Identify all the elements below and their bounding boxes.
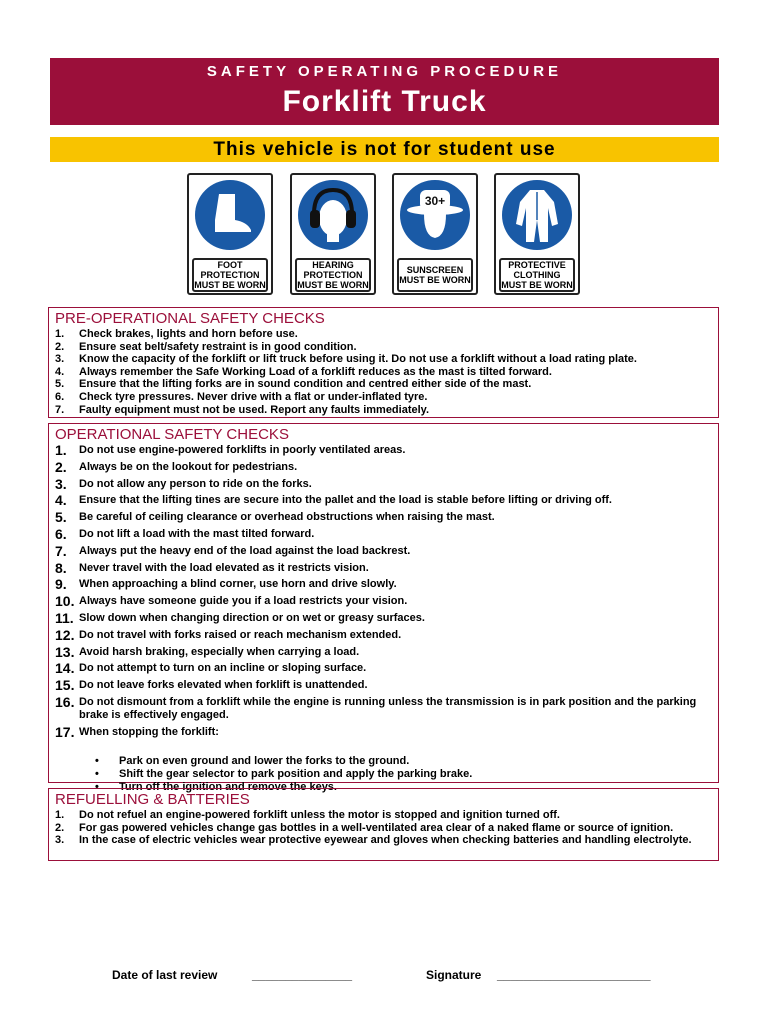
item-text: Do not refuel an engine-powered forklift unless the motor is stopped and ignition turned off. xyxy=(79,809,560,821)
item-number: 6. xyxy=(55,525,67,542)
item-text: Do not attempt to turn on an incline or sloping surface. xyxy=(79,662,367,675)
item-number: 4. xyxy=(55,365,65,378)
item-text: Never travel with the load elevated as it restricts vision. xyxy=(79,561,369,574)
item-number: 7. xyxy=(55,542,67,559)
item-text: When approaching a blind corner, use horn and drive slowly. xyxy=(79,578,397,591)
item-number: 14. xyxy=(55,660,75,677)
item-number: 1. xyxy=(55,442,67,458)
item-text: Know the capacity of the forklift or lift truck before using it. Do not use a forklift without a load rating plate. xyxy=(79,353,637,366)
item-number: 2. xyxy=(55,340,65,353)
item-number: 16. xyxy=(55,693,75,710)
list-item xyxy=(55,559,712,576)
item-number: 3. xyxy=(55,834,65,847)
item-text: Always remember the Safe Working Load of a forklift reduces as the mast is tilted forward. xyxy=(79,365,552,378)
item-number: 10. xyxy=(55,593,75,610)
list-item xyxy=(55,578,712,591)
list-item xyxy=(55,378,712,391)
bullet-text: Turn off the ignition and remove the keys. xyxy=(119,781,337,794)
review-date-label: Date of last review xyxy=(112,968,218,982)
item-text: Do not allow any person to ride on the forks. xyxy=(79,477,312,490)
protective-clothing-sign xyxy=(494,173,580,295)
overalls-icon xyxy=(502,180,572,250)
item-number: 3. xyxy=(55,475,67,492)
item-number: 7. xyxy=(55,403,65,416)
item-text: Be careful of ceiling clearance or overhead obstructions when raising the mast. xyxy=(79,511,495,524)
item-text: Ensure seat belt/safety restraint is in good condition. xyxy=(79,340,357,353)
item-number: 9. xyxy=(55,576,67,593)
signature-label: Signature xyxy=(426,968,482,982)
item-text: Slow down when changing direction or on wet or greasy surfaces. xyxy=(79,611,425,624)
item-text: Do not travel with forks raised or reach mechanism extended. xyxy=(79,628,402,641)
signature-field[interactable]: _______________________ xyxy=(497,968,651,982)
list-item xyxy=(55,404,712,417)
item-text: Do not lift a load with the mast tilted forward. xyxy=(79,527,315,540)
item-number: 11. xyxy=(55,609,74,626)
list-item xyxy=(55,511,712,524)
list-item xyxy=(55,328,712,341)
pre-operational-list xyxy=(55,328,712,416)
operational-section xyxy=(48,423,719,794)
item-number: 13. xyxy=(55,643,75,660)
item-number: 8. xyxy=(55,559,67,576)
item-text: Always have someone guide you if a load restricts your vision. xyxy=(79,595,408,608)
item-number: 3. xyxy=(55,353,65,366)
bullet-icon: • xyxy=(95,781,99,794)
list-item xyxy=(55,679,712,692)
item-text: Do not use engine-powered forklifts in poorly ventilated areas. xyxy=(79,444,406,456)
list-item xyxy=(55,353,712,366)
list-item xyxy=(55,626,712,643)
list-item xyxy=(55,609,712,626)
item-text: Always be on the lookout for pedestrians. xyxy=(79,460,298,473)
bullet-text: Park on even ground and lower the forks to the ground. xyxy=(119,754,410,767)
sign-label: FOOT PROTECTION MUST BE WORN xyxy=(192,258,268,292)
list-item xyxy=(55,525,712,542)
list-item xyxy=(55,723,712,740)
bullet-item xyxy=(95,768,712,781)
item-text: When stopping the forklift: xyxy=(79,725,219,738)
refuelling-list xyxy=(55,809,712,847)
item-number: 1. xyxy=(55,809,65,821)
section-heading: REFUELLING & BATTERIES xyxy=(55,791,250,808)
item-text: Check tyre pressures. Never drive with a flat or under-inflated tyre. xyxy=(79,390,428,403)
list-item xyxy=(55,542,712,559)
item-text: Ensure that the lifting tines are secure into the pallet and the load is stable before lifting or driving off. xyxy=(79,494,612,507)
list-item xyxy=(55,643,712,660)
item-text: Do not dismount from a forklift while the engine is running unless the transmission is in park position and the parking brake is effectively engaged. xyxy=(79,695,697,721)
sunscreen-sign xyxy=(392,173,478,295)
item-text: Always put the heavy end of the load against the load backrest. xyxy=(79,544,411,557)
list-item xyxy=(55,444,712,457)
review-date-field[interactable]: _______________ xyxy=(252,968,353,982)
list-item xyxy=(55,693,712,722)
list-item xyxy=(55,458,712,475)
page-title: Forklift Truck xyxy=(282,85,487,118)
item-number: 2. xyxy=(55,821,65,834)
list-item xyxy=(55,662,712,675)
sign-label: HEARING PROTECTION MUST BE WORN xyxy=(295,258,371,292)
item-number: 4. xyxy=(55,492,67,509)
list-item xyxy=(55,391,712,404)
item-number: 15. xyxy=(55,677,75,694)
header-banner xyxy=(50,58,719,125)
list-item xyxy=(55,595,712,608)
item-number: 6. xyxy=(55,390,65,403)
section-heading: OPERATIONAL SAFETY CHECKS xyxy=(55,426,289,443)
list-item xyxy=(55,822,712,835)
hearing-protection-sign xyxy=(290,173,376,295)
item-text: Faulty equipment must not be used. Report any faults immediately. xyxy=(79,403,430,416)
bullet-icon: • xyxy=(95,767,99,780)
spf-badge: 30+ xyxy=(424,194,446,208)
list-item xyxy=(55,341,712,354)
page-subtitle: SAFETY OPERATING PROCEDURE xyxy=(206,63,563,80)
item-number: 2. xyxy=(55,458,67,475)
foot-protection-sign xyxy=(187,173,273,295)
list-item xyxy=(55,834,712,847)
item-text: Check brakes, lights and horn before use. xyxy=(79,328,298,340)
item-text: Ensure that the lifting forks are in sound condition and centred either side of the mast. xyxy=(79,378,532,391)
item-text: For gas powered vehicles change gas bottles in a well-ventilated area clear of a naked flame or source of ignition. xyxy=(79,821,674,834)
ear-muffs-icon xyxy=(298,180,368,250)
bullet-text: Shift the gear selector to park position and apply the parking brake. xyxy=(119,767,473,780)
sign-label: SUNSCREEN MUST BE WORN xyxy=(397,258,473,292)
item-text: Avoid harsh braking, especially when carrying a load. xyxy=(79,645,360,658)
refuelling-section xyxy=(48,788,719,861)
section-heading: PRE-OPERATIONAL SAFETY CHECKS xyxy=(55,310,325,327)
list-item xyxy=(55,475,712,492)
item-number: 17. xyxy=(55,723,75,740)
pre-operational-section xyxy=(48,307,719,418)
item-number: 1. xyxy=(55,328,65,340)
sun-hat-icon xyxy=(400,180,470,250)
bullet-icon: • xyxy=(95,754,99,767)
item-number: 5. xyxy=(55,378,65,391)
bullet-item xyxy=(95,755,712,768)
list-item xyxy=(55,809,712,822)
sign-label: PROTECTIVE CLOTHING MUST BE WORN xyxy=(499,258,575,292)
item-text: In the case of electric vehicles wear protective eyewear and gloves when checking batteries and handling electrolyte. xyxy=(79,834,692,847)
operational-list xyxy=(55,444,712,739)
boot-icon xyxy=(195,180,265,250)
notice-banner: This vehicle is not for student use xyxy=(50,137,719,162)
list-item xyxy=(55,494,712,507)
item-number: 5. xyxy=(55,509,67,526)
item-text: Do not leave forks elevated when forklift is unattended. xyxy=(79,679,368,692)
item-number: 12. xyxy=(55,626,75,643)
list-item xyxy=(55,366,712,379)
